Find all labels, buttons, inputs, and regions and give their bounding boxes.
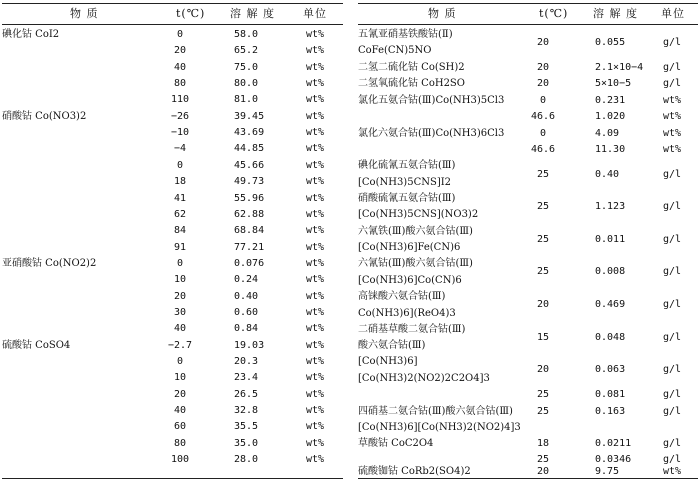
substance-name: 硝酸硫氰五氨合钴(Ⅲ) xyxy=(358,193,456,204)
temperature-value: 10 xyxy=(173,372,187,383)
solubility-value: 20.3 xyxy=(234,356,259,367)
solubility-value: 39.45 xyxy=(234,111,265,122)
solubility-value: 35.0 xyxy=(234,438,259,449)
unit-value: wt% xyxy=(306,291,325,302)
substance-name: 氯化六氨合钴(Ⅲ)Co(NH3)6Cl3 xyxy=(358,128,505,139)
solubility-value: 5×10−5 xyxy=(595,78,632,89)
header-unit: 单位 xyxy=(303,7,327,20)
unit-value: wt% xyxy=(306,258,325,269)
header-solubility: 溶 解 度 xyxy=(230,7,275,20)
temperature-value: 20 xyxy=(173,45,187,56)
unit-value: wt% xyxy=(306,209,325,220)
unit-value: g/l xyxy=(663,406,682,417)
header-rule xyxy=(2,24,343,25)
unit-value: wt% xyxy=(663,144,682,155)
temperature-value: 20 xyxy=(536,62,550,73)
temperature-value: 60 xyxy=(173,421,187,432)
substance-name: 草酸钴 CoC2O4 xyxy=(358,438,434,449)
header-temperature: t(℃) xyxy=(539,7,569,20)
unit-value: wt% xyxy=(306,421,325,432)
unit-value: g/l xyxy=(663,62,682,73)
temperature-value: 91 xyxy=(173,242,187,253)
substance-name: 氯化五氨合钴(Ⅲ)Co(NH3)5Cl3 xyxy=(358,95,505,106)
header-solubility: 溶 解 度 xyxy=(593,7,638,20)
solubility-value: 75.0 xyxy=(234,62,259,73)
temperature-value: 15 xyxy=(536,332,550,343)
unit-value: wt% xyxy=(663,466,682,477)
solubility-value: 1.123 xyxy=(595,201,626,212)
unit-value: wt% xyxy=(306,454,325,465)
solubility-value: 80.0 xyxy=(234,78,259,89)
temperature-value: 25 xyxy=(536,234,550,245)
solubility-value: 0.055 xyxy=(595,37,626,48)
unit-value: wt% xyxy=(306,176,325,187)
solubility-value: 43.69 xyxy=(234,127,265,138)
substance-formula: [Co(NH3)6]Co(CN)6 xyxy=(358,275,462,286)
temperature-value: 25 xyxy=(536,169,550,180)
substance-name: 四硝基二氨合钴(Ⅲ)酸六氨合钴(Ⅲ) xyxy=(358,406,513,417)
solubility-value: 55.96 xyxy=(234,193,265,204)
header-temperature: t(℃) xyxy=(176,7,206,20)
unit-value: wt% xyxy=(306,274,325,285)
top-rule xyxy=(358,3,698,4)
substance-name: 碘化钴 CoI2 xyxy=(2,29,60,40)
solubility-value: 0.048 xyxy=(595,332,626,343)
temperature-value: 20 xyxy=(536,78,550,89)
solubility-value: 0.60 xyxy=(234,307,259,318)
unit-value: g/l xyxy=(663,454,682,465)
substance-formula: [Co(NH3)5CNS](NO3)2 xyxy=(358,209,479,220)
temperature-value: 46.6 xyxy=(530,111,556,122)
temperature-value: −4 xyxy=(173,143,187,154)
unit-value: wt% xyxy=(306,225,325,236)
substance-formula: CoFe(CN)5NO xyxy=(358,45,432,56)
unit-value: wt% xyxy=(306,143,325,154)
unit-value: wt% xyxy=(306,62,325,73)
temperature-value: 30 xyxy=(173,307,187,318)
substance-formula: [Co(NH3)5CNS]I2 xyxy=(358,177,452,188)
solubility-value: 44.85 xyxy=(234,143,265,154)
temperature-value: −10 xyxy=(170,127,190,138)
substance-name: 六氰钴(Ⅲ)酸六氨合钴(Ⅲ) xyxy=(358,258,473,269)
solubility-value: 49.73 xyxy=(234,176,265,187)
unit-value: wt% xyxy=(306,160,325,171)
temperature-value: 40 xyxy=(173,62,187,73)
temperature-value: 41 xyxy=(173,193,187,204)
header-substance: 物 质 xyxy=(428,7,457,20)
temperature-value: 100 xyxy=(170,454,190,465)
solubility-value: 23.4 xyxy=(234,372,259,383)
substance-name: [Co(NH3)6] xyxy=(358,356,418,367)
solubility-value: 2.1×10−4 xyxy=(595,62,644,73)
header-unit: 单位 xyxy=(661,7,685,20)
substance-name: 二氢二硫化钴 Co(SH)2 xyxy=(358,62,465,73)
temperature-value: 25 xyxy=(536,266,550,277)
solubility-value: 0.24 xyxy=(234,274,259,285)
unit-value: wt% xyxy=(306,29,325,40)
temperature-value: 18 xyxy=(173,176,187,187)
solubility-value: 0.063 xyxy=(595,364,626,375)
unit-value: g/l xyxy=(663,389,682,400)
substance-name: 高铼酸六氨合钴(Ⅲ) xyxy=(358,291,446,302)
solubility-value: 0.40 xyxy=(595,169,620,180)
temperature-value: 80 xyxy=(173,438,187,449)
header-substance: 物 质 xyxy=(70,7,99,20)
solubility-value: 0.081 xyxy=(595,389,626,400)
solubility-value: 45.66 xyxy=(234,160,265,171)
solubility-value: 0.469 xyxy=(595,299,626,310)
unit-value: g/l xyxy=(663,438,682,449)
left-table xyxy=(2,0,343,481)
substance-name: 六氰铁(Ⅲ)酸六氨合钴(Ⅲ) xyxy=(358,226,473,237)
unit-value: g/l xyxy=(663,169,682,180)
top-rule xyxy=(2,3,343,4)
temperature-value: 20 xyxy=(536,466,550,477)
solubility-value: 35.5 xyxy=(234,421,259,432)
temperature-value: 0 xyxy=(176,160,184,171)
solubility-value: 11.30 xyxy=(595,144,626,155)
substance-formula: Co(NH3)6](ReO4)3 xyxy=(358,308,456,319)
solubility-value: 68.84 xyxy=(234,225,265,236)
unit-value: wt% xyxy=(306,242,325,253)
temperature-value: 20 xyxy=(536,299,550,310)
unit-value: wt% xyxy=(306,438,325,449)
temperature-value: 40 xyxy=(173,323,187,334)
solubility-value: 28.0 xyxy=(234,454,259,465)
solubility-value: 0.231 xyxy=(595,95,626,106)
temperature-value: 0 xyxy=(176,258,184,269)
unit-value: wt% xyxy=(306,389,325,400)
solubility-value: 0.0211 xyxy=(595,438,632,449)
right-table xyxy=(358,0,698,481)
unit-value: wt% xyxy=(306,405,325,416)
unit-value: g/l xyxy=(663,201,682,212)
header-rule xyxy=(358,24,698,25)
solubility-value: 65.2 xyxy=(234,45,259,56)
temperature-value: 20 xyxy=(536,37,550,48)
temperature-value: 62 xyxy=(173,209,187,220)
temperature-value: 40 xyxy=(173,405,187,416)
temperature-value: 0 xyxy=(176,29,184,40)
substance-name: 碘化硫氰五氨合钴(Ⅲ) xyxy=(358,160,456,171)
unit-value: wt% xyxy=(663,111,682,122)
substance-name: 硫酸铷钴 CoRb2(SO4)2 xyxy=(358,466,471,477)
solubility-value: 0.076 xyxy=(234,258,265,269)
solubility-value: 26.5 xyxy=(234,389,259,400)
bottom-rule xyxy=(358,478,698,479)
temperature-value: −2.7 xyxy=(167,340,193,351)
temperature-value: 10 xyxy=(173,274,187,285)
unit-value: wt% xyxy=(663,128,682,139)
solubility-value: 58.0 xyxy=(234,29,259,40)
unit-value: g/l xyxy=(663,364,682,375)
unit-value: g/l xyxy=(663,266,682,277)
unit-value: wt% xyxy=(306,45,325,56)
substance-formula: [Co(NH3)6]Fe(CN)6 xyxy=(358,242,461,253)
temperature-value: 20 xyxy=(536,364,550,375)
solubility-value: 0.0346 xyxy=(595,454,632,465)
bottom-rule xyxy=(2,478,343,479)
temperature-value: −26 xyxy=(170,111,190,122)
unit-value: wt% xyxy=(306,127,325,138)
substance-name: 硫酸钴 CoSO4 xyxy=(2,340,71,351)
unit-value: g/l xyxy=(663,234,682,245)
substance-formula: [Co(NH3)6][Co(NH3)2(NO2)4]3 xyxy=(358,422,521,433)
substance-name: 二硝基草酸二氨合钴(Ⅲ) xyxy=(358,324,466,335)
solubility-value: 81.0 xyxy=(234,94,259,105)
temperature-value: 84 xyxy=(173,225,187,236)
unit-value: g/l xyxy=(663,299,682,310)
unit-value: g/l xyxy=(663,37,682,48)
unit-value: wt% xyxy=(663,95,682,106)
substance-formula: [Co(NH3)2(NO2)2C2O4]3 xyxy=(358,373,490,384)
solubility-value: 0.84 xyxy=(234,323,259,334)
solubility-value: 0.011 xyxy=(595,234,626,245)
temperature-value: 25 xyxy=(536,454,550,465)
solubility-value: 62.88 xyxy=(234,209,265,220)
unit-value: wt% xyxy=(306,193,325,204)
solubility-value: 0.40 xyxy=(234,291,259,302)
unit-value: wt% xyxy=(306,94,325,105)
temperature-value: 80 xyxy=(173,78,187,89)
temperature-value: 46.6 xyxy=(530,144,556,155)
solubility-value: 0.163 xyxy=(595,406,626,417)
temperature-value: 0 xyxy=(539,128,547,139)
solubility-value: 9.75 xyxy=(595,466,620,477)
temperature-value: 25 xyxy=(536,406,550,417)
unit-value: wt% xyxy=(306,307,325,318)
substance-formula: 酸六氨合钴(Ⅲ) xyxy=(358,340,426,351)
substance-name: 五氰亚硝基铁酸钴(Ⅱ) xyxy=(358,29,453,40)
unit-value: wt% xyxy=(306,372,325,383)
unit-value: wt% xyxy=(306,111,325,122)
temperature-value: 20 xyxy=(173,389,187,400)
substance-name: 硝酸钴 Co(NO3)2 xyxy=(2,111,87,122)
temperature-value: 0 xyxy=(176,356,184,367)
solubility-value: 0.008 xyxy=(595,266,626,277)
solubility-value: 4.09 xyxy=(595,128,620,139)
temperature-value: 25 xyxy=(536,201,550,212)
temperature-value: 25 xyxy=(536,389,550,400)
unit-value: g/l xyxy=(663,78,682,89)
temperature-value: 110 xyxy=(170,94,190,105)
solubility-value: 19.03 xyxy=(234,340,265,351)
unit-value: wt% xyxy=(306,356,325,367)
solubility-value: 77.21 xyxy=(234,242,265,253)
unit-value: wt% xyxy=(306,78,325,89)
solubility-value: 32.8 xyxy=(234,405,259,416)
unit-value: wt% xyxy=(306,340,325,351)
unit-value: wt% xyxy=(306,323,325,334)
temperature-value: 18 xyxy=(536,438,550,449)
substance-name: 二氢氧硫化钴 CoH2SO xyxy=(358,78,465,89)
solubility-value: 1.020 xyxy=(595,111,626,122)
substance-name: 亚硝酸钴 Co(NO2)2 xyxy=(2,258,97,269)
unit-value: g/l xyxy=(663,332,682,343)
temperature-value: 20 xyxy=(173,291,187,302)
temperature-value: 0 xyxy=(539,95,547,106)
